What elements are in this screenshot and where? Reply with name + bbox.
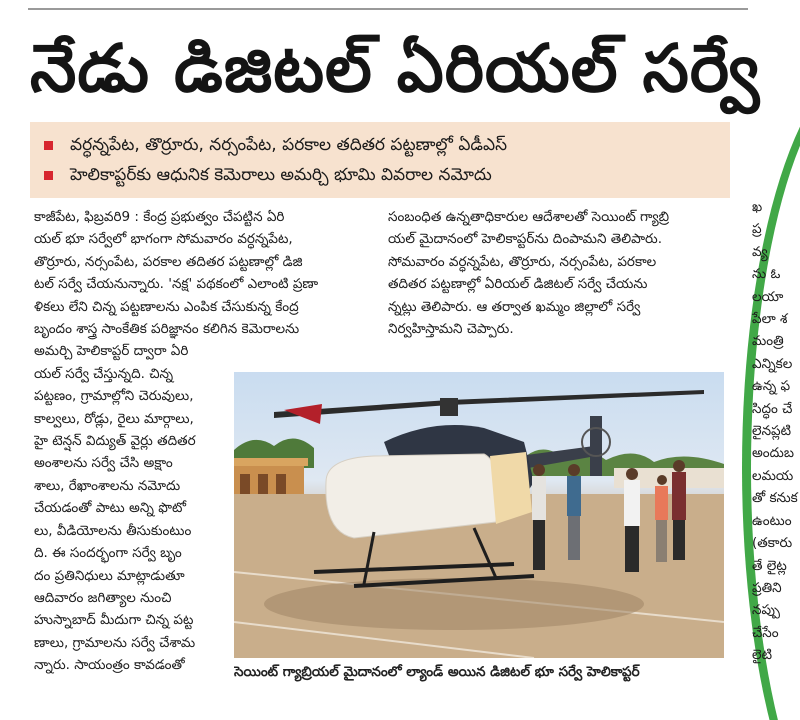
helicopter-photo: [234, 372, 724, 658]
article-line: తదితర పట్టణాల్లో ఏరియల్ డిజిటల్ సర్వే చేయను: [388, 276, 648, 293]
bullet-square-icon: [44, 171, 53, 180]
article-line: వ్య: [752, 243, 768, 260]
article-line: ఉన్న ఫ: [752, 378, 791, 395]
article-line: లయా: [752, 288, 784, 305]
highlight-text: హెలికాప్టర్‌కు ఆధునిక కెమెరాలు అమర్చి భూమి వివరాల నమోదు: [70, 165, 492, 185]
article-line: ఉంటుం: [752, 512, 792, 529]
article-line: ను ఓ: [752, 266, 781, 283]
article-line: చేయడంతో పాటు అన్ని ఫొటో: [34, 500, 186, 517]
article-line: ప్రతిని: [752, 579, 782, 596]
article-line: అమర్చి హెలికాప్టర్ ద్వారా ఏరి: [34, 343, 189, 360]
article-line: ది. ఈ సందర్భంగా సర్వే బృం: [34, 545, 182, 562]
article-line: యల్ భూ సర్వేలో భాగంగా సోమవారం వర్ధన్నపేట,: [34, 231, 293, 248]
article-line: మంత్రి: [752, 333, 784, 350]
top-rule: [28, 8, 748, 10]
highlight-item: [70, 130, 730, 160]
article-line: అందుబ: [752, 445, 794, 462]
article-line: చేసేం: [752, 624, 779, 641]
article-line: పట్టణం, గ్రామాల్లోని చెరువులు,: [34, 388, 194, 405]
article-line: లైటి: [752, 647, 772, 664]
article-line: న్నారు. సాయంత్రం కావడంతో: [34, 657, 185, 674]
bullet-square-icon: [44, 141, 53, 150]
article-line: సిద్ధం చే: [752, 400, 793, 417]
article-line: ప్ర: [752, 221, 762, 238]
photo-caption: సెయింట్ గ్యాబ్రియల్ మైదానంలో ల్యాండ్ అయిన డిజిటల్ భూ సర్వే హెలికాప్టర్: [234, 664, 640, 680]
article-line: దం ప్రతినిధులు మాట్లాడుతూ: [34, 567, 185, 584]
article-line: నిర్వహిస్తామని చెప్పారు.: [388, 321, 514, 338]
article-line: ఎన్నికల: [752, 355, 793, 372]
article-line: ళికలు లేని చిన్న పట్టణాలను ఎంపిక చేసుకున్న కేంద్ర: [34, 298, 299, 315]
highlights-box: [30, 122, 730, 198]
highlight-text: వర్ధన్నపేట, తొర్రూరు, నర్సంపేట, పరకాల తదితర పట్టణాల్లో ఏడీఎస్: [70, 135, 508, 155]
article-line: బృందం శాస్త్ర సాంకేతిక పరిజ్ఞానం కలిగిన కెమెరాలను: [34, 321, 300, 338]
article-line: నప్పు: [752, 602, 780, 619]
article-line: లైనప్లటి: [752, 423, 792, 440]
article-line: శాలు, రేఖాంశాలను నమోదు: [34, 477, 181, 494]
article-line: యల్ సర్వే చేస్తున్నది. చిన్న: [34, 365, 174, 382]
article-line: లమయ: [752, 467, 794, 484]
article-line: టల్ సర్వే చేయనున్నారు. 'నక్ష' పథకంలో ఎలాంటి ప్రణా: [34, 276, 319, 293]
article-line: ఆదివారం జగిత్యాల నుంచి: [34, 589, 172, 606]
article-line: తో కనుక: [752, 490, 798, 507]
article-line: హై టెన్షన్ విద్యుత్ వైర్లు తదితర: [34, 433, 196, 450]
article-line: తొర్రూరు, నర్సంపేట, పరకాల తదితర పట్టణాల్లో డిజి: [34, 253, 303, 270]
article-line: హుస్నాబాద్ మీదుగా చిన్న పట్ట: [34, 612, 194, 629]
article-line: సంబంధిత ఉన్నతాధికారుల ఆదేశాలతో సెయింట్ గ్యాబ్రి: [388, 209, 670, 225]
helicopter-photo-illustration: [234, 372, 724, 658]
article-line: కాజీపేట, ఫిబ్రవరి9 : కేంద్ర ప్రభుత్వం చేపట్టిన ఏరి: [34, 209, 285, 225]
article-line: యల్ మైదానంలో హెలికాప్టర్‌ను దింపామని తెలిపారు.: [388, 231, 663, 248]
article-right-column: [388, 206, 733, 340]
article-line: పేలా శ: [752, 311, 788, 328]
adjacent-article-column: [752, 196, 800, 667]
highlight-item: [70, 160, 730, 190]
article-line: తే లైట్ల: [752, 557, 787, 574]
article-line: లు, వీడియోలను తీసుకుంటుం: [34, 522, 192, 539]
article-line: న్నట్లు తెలిపారు. ఆ తర్వాత ఖమ్మం జిల్లాలో సర్వే: [388, 298, 641, 315]
article-line: కాల్వలు, రోడ్లు, రైలు మార్గాలు,: [34, 410, 194, 427]
article-line: ణాలు, గ్రామాలను సర్వే చేశామ: [34, 634, 196, 651]
headline: నేడు డిజిటల్ ఏరియల్ సర్వే: [30, 30, 761, 107]
article-line: (తకారు: [752, 535, 793, 552]
article-line: సోమవారం వర్ధన్నపేట, తొర్రూరు, నర్సంపేట, పరకాల: [388, 253, 657, 270]
article-line: ఖ: [752, 199, 763, 215]
article-line: అంశాలను సర్వే చేసి అక్షాం: [34, 455, 173, 472]
